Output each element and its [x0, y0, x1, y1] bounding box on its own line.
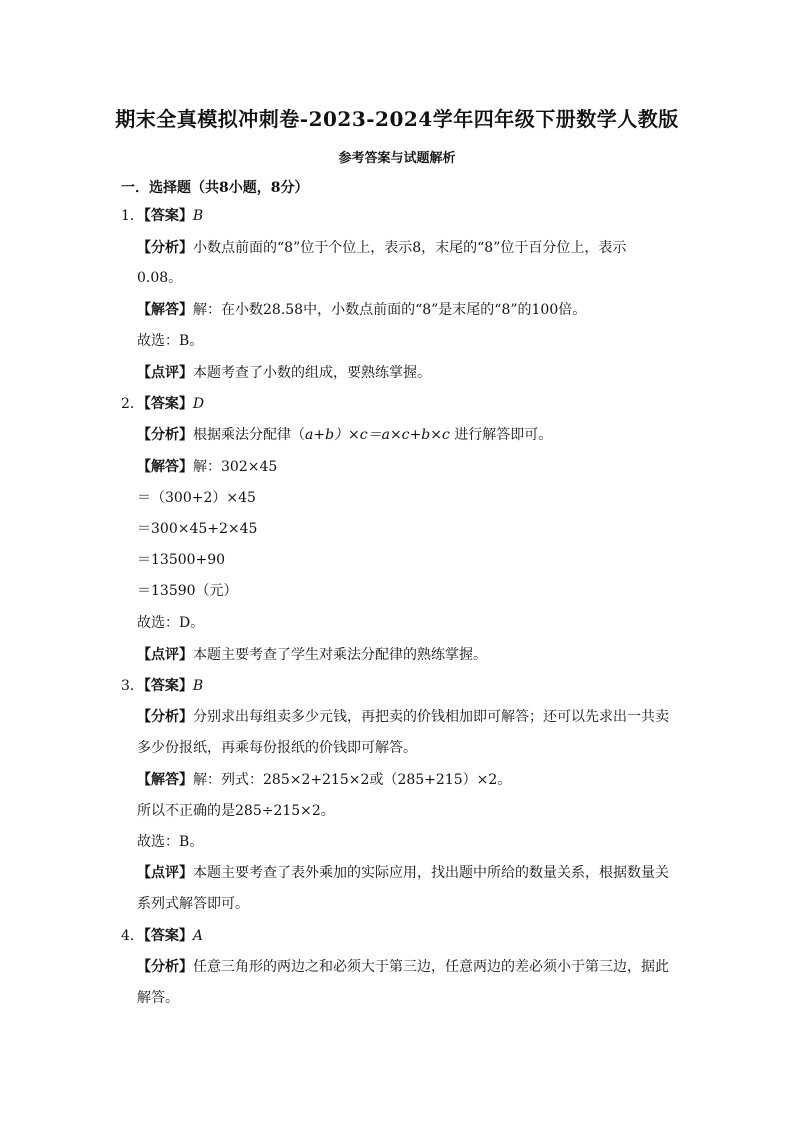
document-title: 期末全真模拟冲刺卷-2023-2024学年四年级下册数学人教版: [115, 107, 679, 131]
answer-label: 【答案】: [143, 396, 193, 412]
q1-answer: B: [192, 208, 204, 224]
comment-label: 【点评】: [137, 365, 193, 381]
q2-comment-text: 本题主要考查了学生对乘法分配律的熟练掌握。: [193, 647, 487, 663]
q2-answer: D: [192, 396, 205, 412]
q1-analysis: [137, 238, 626, 258]
q3-number: 3．: [121, 678, 144, 694]
q4-analysis-cont: 解答。: [137, 990, 179, 1006]
q3-note: 所以不正确的是285÷215×2。: [137, 803, 335, 819]
q4-analysis: [137, 957, 669, 977]
q2-step-1: ＝（300+2）×45: [137, 490, 256, 506]
q2-answer-line: [121, 394, 204, 414]
q2-analysis-post: 进行解答即可。: [449, 427, 553, 443]
comment-label: 【点评】: [137, 647, 193, 663]
comment-label: 【点评】: [137, 865, 193, 881]
analysis-label: 【分析】: [137, 959, 193, 975]
q3-comment-text-1: 本题主要考查了表外乘加的实际应用，找出题中所给的数量关系，根据数量关: [193, 865, 669, 881]
q4-answer-line: [121, 926, 203, 946]
q3-solution-text: 解：列式：285×2+215×2或（285+215）×2。: [193, 772, 512, 788]
q3-analysis-text-1: 分别求出每组卖多少元钱，再把卖的价钱相加即可解答；还可以先求出一共卖: [193, 709, 669, 725]
q2-analysis-pre: 根据乘法分配律（: [193, 427, 305, 443]
q3-comment-cont: 系列式解答即可。: [137, 896, 249, 912]
analysis-label: 【分析】: [137, 427, 193, 443]
section-heading: 一．选择题（共8小题，8分）: [121, 180, 309, 196]
answer-label: 【答案】: [143, 208, 193, 224]
q1-choice: 故选：B。: [137, 333, 204, 349]
q1-answer-line: [121, 206, 203, 226]
q1-analysis-text-1: 小数点前面的“8”位于个位上，表示8，末尾的“8”位于百分位上，表示: [193, 240, 627, 256]
q2-step-3: ＝13500+90: [137, 552, 226, 568]
q2-solution: [137, 457, 277, 477]
q1-analysis-cont: 0.08。: [137, 270, 183, 286]
q2-step-2: ＝300×45+2×45: [137, 521, 258, 537]
q2-analysis-formula: a+b）×c＝a×c+b×c: [305, 427, 450, 443]
q2-choice: 故选：D。: [137, 615, 205, 631]
q3-analysis-cont: 多少份报纸，再乘每份报纸的价钱即可解答。: [137, 740, 417, 756]
q3-answer: B: [192, 678, 204, 694]
solution-label: 【解答】: [137, 302, 193, 318]
q2-number: 2．: [121, 396, 144, 412]
q3-comment: [137, 863, 669, 883]
q1-number: 1．: [121, 208, 144, 224]
solution-label: 【解答】: [137, 459, 193, 475]
q2-comment: [137, 645, 487, 665]
q2-step-4: ＝13590（元）: [137, 583, 238, 599]
q3-choice: 故选：B。: [137, 834, 204, 850]
q1-solution-text: 解：在小数28.58中，小数点前面的“8”是末尾的“8”的100倍。: [193, 302, 587, 318]
analysis-label: 【分析】: [137, 240, 193, 256]
solution-label: 【解答】: [137, 772, 193, 788]
document-subtitle: 参考答案与试题解析: [338, 151, 456, 166]
q1-comment: [137, 363, 431, 383]
q4-answer: A: [192, 928, 204, 944]
q2-solution-text: 解：302×45: [193, 459, 278, 475]
q3-answer-line: [121, 676, 203, 696]
q1-solution: [137, 300, 586, 320]
q2-analysis: [137, 425, 552, 445]
q3-solution: [137, 770, 511, 790]
analysis-label: 【分析】: [137, 709, 193, 725]
answer-label: 【答案】: [143, 678, 193, 694]
q3-analysis: [137, 707, 669, 727]
q1-comment-text: 本题考查了小数的组成，要熟练掌握。: [193, 365, 431, 381]
q4-number: 4．: [121, 928, 144, 944]
answer-label: 【答案】: [143, 928, 193, 944]
q4-analysis-text-1: 任意三角形的两边之和必须大于第三边，任意两边的差必须小于第三边，据此: [193, 959, 669, 975]
